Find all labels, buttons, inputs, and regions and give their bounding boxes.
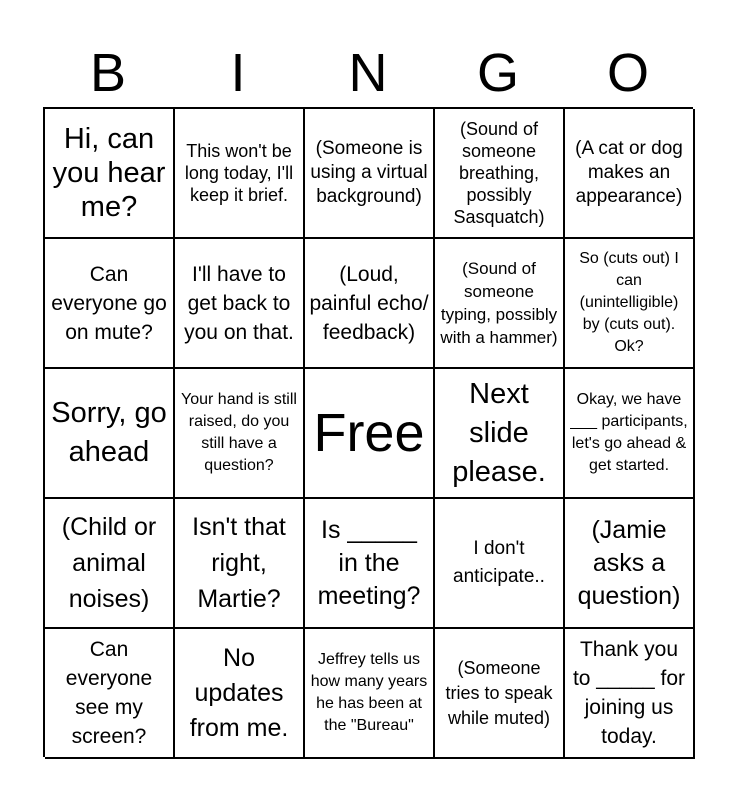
cell-text: Your hand is still raised, do you still have a question? <box>181 391 297 474</box>
bingo-cell[interactable] <box>305 369 435 499</box>
bingo-cell[interactable] <box>565 109 695 239</box>
bingo-cell[interactable] <box>45 239 175 369</box>
cell-text: (Child or animal noises) <box>61 513 157 613</box>
bingo-cell[interactable] <box>565 369 695 499</box>
bingo-cell[interactable] <box>175 629 305 759</box>
cell-text: Can everyone see my screen? <box>65 638 153 748</box>
cell-text: Is _____ in the meeting? <box>317 515 421 610</box>
cell-text: I don't anticipate.. <box>453 538 545 587</box>
cell-text: I'll have to get back to you on that. <box>184 262 294 344</box>
header-letter-n: N <box>348 43 388 103</box>
cell-text: Can everyone go on mute? <box>51 262 167 344</box>
bingo-header <box>43 42 693 104</box>
header-letter-b: B <box>89 43 127 103</box>
cell-text: (Sound of someone breathing, possibly Sasquatch) <box>453 119 545 227</box>
bingo-cell[interactable] <box>565 239 695 369</box>
cell-text: Okay, we have ___ participants, let's go ahead & get started. <box>570 391 688 474</box>
cell-text: (Sound of someone typing, possibly with a hammer) <box>440 259 558 347</box>
bingo-cell[interactable] <box>435 499 565 629</box>
bingo-cell[interactable] <box>175 369 305 499</box>
bingo-cell[interactable] <box>435 629 565 759</box>
bingo-cell[interactable] <box>45 369 175 499</box>
cell-text: So (cuts out) I can (unintelligible) by (cuts out). Ok? <box>579 250 679 355</box>
bingo-cell[interactable] <box>435 109 565 239</box>
bingo-cell[interactable] <box>305 629 435 759</box>
cell-text: Hi, can you hear me? <box>52 123 166 223</box>
bingo-cell[interactable] <box>175 499 305 629</box>
cell-text: Next slide please. <box>452 377 546 488</box>
bingo-cell[interactable] <box>565 629 695 759</box>
cell-text: (Someone is using a virtual background) <box>310 138 428 207</box>
bingo-cell[interactable] <box>565 499 695 629</box>
bingo-cell[interactable] <box>435 239 565 369</box>
bingo-cell[interactable] <box>305 499 435 629</box>
cell-text: No updates from me. <box>189 643 289 742</box>
cell-text: (Jamie asks a question) <box>577 515 681 610</box>
cell-text: Thank you to _____ for joining us today. <box>572 638 686 748</box>
bingo-cell[interactable] <box>45 629 175 759</box>
header-letter-o: O <box>606 43 649 103</box>
bingo-cell[interactable] <box>435 369 565 499</box>
bingo-cell[interactable] <box>305 109 435 239</box>
cell-text: Isn't that right, Martie? <box>192 513 286 613</box>
bingo-card-grid <box>43 107 693 757</box>
cell-text: (A cat or dog makes an appearance) <box>575 138 683 207</box>
free-space: Free <box>313 403 425 463</box>
header-letter-g: G <box>476 43 519 103</box>
bingo-cell[interactable] <box>45 109 175 239</box>
bingo-cell[interactable] <box>305 239 435 369</box>
cell-text: (Loud, painful echo/ feedback) <box>309 262 429 344</box>
cell-text: Jeffrey tells us how many years he has been at the "Bureau" <box>310 651 428 734</box>
cell-text: This won't be long today, I'll keep it brief. <box>184 141 294 205</box>
bingo-cell[interactable] <box>45 499 175 629</box>
cell-text: Sorry, go ahead <box>51 397 167 468</box>
bingo-cell[interactable] <box>175 239 305 369</box>
header-letter-i: I <box>230 43 246 103</box>
bingo-cell[interactable] <box>175 109 305 239</box>
cell-text: (Someone tries to speak while muted) <box>445 657 553 728</box>
